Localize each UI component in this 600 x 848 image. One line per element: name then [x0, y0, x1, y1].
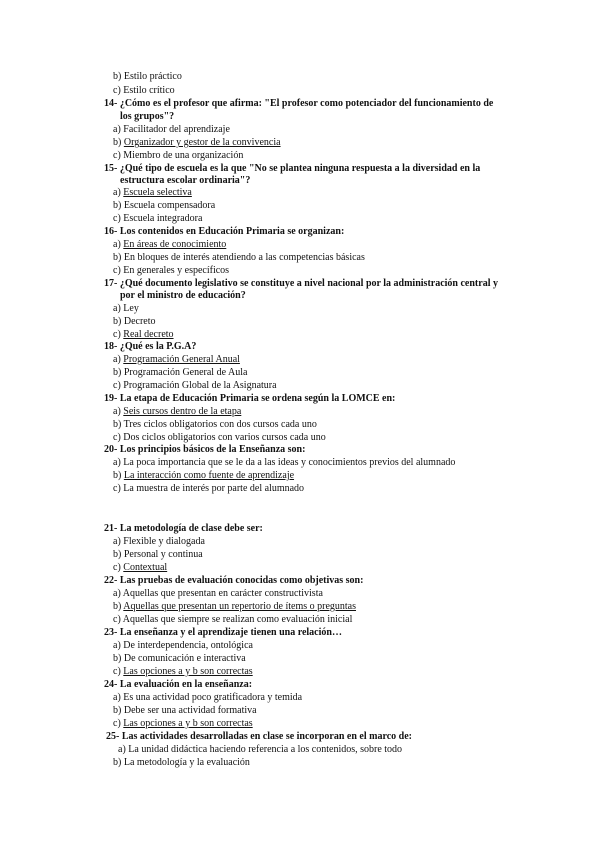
correct-answer: La interacción como fuente de aprendizaje: [123, 470, 295, 481]
question-23: 23- La enseñanza y el aprendizaje tienen una relación…: [104, 627, 342, 638]
question-20: 20- Los principios básicos de la Enseñanza son:: [104, 444, 306, 455]
q23-option-b: b) De comunicación e interactiva: [113, 653, 246, 664]
q15-option-b: b) Escuela compensadora: [113, 200, 216, 211]
correct-answer: Organizador y gestor de la convivencia: [123, 137, 281, 148]
question-17-cont: por el ministro de educación?: [120, 290, 246, 301]
question-24: 24- La evaluación en la enseñanza:: [104, 679, 253, 690]
question-19: 19- La etapa de Educación Primaria se ordena según la LOMCE en:: [104, 393, 396, 404]
q20-option-c: c) La muestra de interés por parte del alumnado: [113, 483, 305, 494]
q21-option-c: c) Contextual: [113, 562, 168, 573]
q24-option-c: c) Las opciones a y b son correctas: [113, 718, 253, 729]
q16-option-b: b) En bloques de interés atendiendo a las competencias básicas: [113, 252, 365, 263]
q23-option-c: c) Las opciones a y b son correctas: [113, 666, 253, 677]
correct-answer: Escuela selectiva: [123, 187, 192, 198]
q20-option-a: a) La poca importancia que se le da a las ideas y conocimientos previos del alumnado: [113, 457, 456, 468]
q15-option-a: a) Escuela selectiva: [113, 187, 192, 198]
q22-option-c: c) Aquellas que siempre se realizan como evaluación inicial: [113, 614, 353, 625]
q14-option-c: c) Miembro de una organización: [113, 150, 244, 161]
q18-option-c: c) Programación Global de la Asignatura: [113, 380, 277, 391]
q18-option-a: a) Programación General Anual: [113, 354, 240, 365]
q14-option-a: a) Facilitador del aprendizaje: [113, 124, 230, 135]
correct-answer: Programación General Anual: [123, 354, 240, 365]
q17-option-b: b) Decreto: [113, 316, 156, 327]
question-14-cont: los grupos"?: [120, 111, 175, 122]
q16-option-a: a) En áreas de conocimiento: [113, 239, 227, 250]
correct-answer: En áreas de conocimiento: [123, 239, 227, 250]
q22-option-a: a) Aquellas que presentan en carácter constructivista: [113, 588, 323, 599]
q14-option-b: b) Organizador y gestor de la convivencia: [113, 137, 281, 148]
q21-option-a: a) Flexible y dialogada: [113, 536, 205, 547]
q24-option-a: a) Es una actividad poco gratificadora y temida: [113, 692, 303, 703]
question-25: 25- Las actividades desarrolladas en clase se incorporan en el marco de:: [106, 731, 412, 742]
q17-option-c: c) Real decreto: [113, 329, 174, 340]
correct-answer: Contextual: [123, 562, 168, 573]
q18-option-b: b) Programación General de Aula: [113, 367, 248, 378]
correct-answer: Real decreto: [123, 329, 174, 340]
q20-option-b: b) La interacción como fuente de aprendizaje: [113, 470, 295, 481]
question-14: 14- ¿Cómo es el profesor que afirma: "El profesor como potenciador del funcionamiento de: [104, 98, 494, 109]
q19-option-c: c) Dos ciclos obligatorios con varios cursos cada uno: [113, 432, 326, 443]
question-15-cont: estructura escolar ordinaria"?: [120, 175, 251, 186]
correct-answer: Seis cursos dentro de la etapa: [123, 406, 242, 417]
q22-option-b: b) Aquellas que presentan un repertorio de ítems o preguntas: [113, 601, 356, 612]
q24-option-b: b) Debe ser una actividad formativa: [113, 705, 257, 716]
q25-option-a: a) La unidad didáctica haciendo referencia a los contenidos, sobre todo: [118, 744, 403, 755]
option-c-prev: c) Estilo crítico: [113, 85, 175, 96]
question-22: 22- Las pruebas de evaluación conocidas como objetivas son:: [104, 575, 364, 586]
correct-answer: Las opciones a y b son correctas: [123, 666, 253, 677]
q16-option-c: c) En generales y específicos: [113, 265, 230, 276]
q25-option-b: b) La metodología y la evaluación: [113, 757, 250, 768]
option-b-prev: b) Estilo práctico: [113, 71, 182, 82]
q19-option-a: a) Seis cursos dentro de la etapa: [113, 406, 242, 417]
q19-option-b: b) Tres ciclos obligatorios con dos cursos cada uno: [113, 419, 317, 430]
q21-option-b: b) Personal y continua: [113, 549, 203, 560]
question-17: 17- ¿Qué documento legislativo se constituye a nivel nacional por la administración central y: [104, 278, 498, 289]
question-16: 16- Los contenidos en Educación Primaria se organizan:: [104, 226, 345, 237]
q17-option-a: a) Ley: [113, 303, 139, 314]
q15-option-c: c) Escuela integradora: [113, 213, 203, 224]
question-18: 18- ¿Qué es la P.G.A?: [104, 341, 197, 352]
question-21: 21- La metodología de clase debe ser:: [104, 523, 263, 534]
question-15: 15- ¿Qué tipo de escuela es la que "No se plantea ninguna respuesta a la diversidad en la: [104, 163, 481, 174]
correct-answer: Aquellas que presentan un repertorio de ítems o preguntas: [123, 601, 356, 612]
q23-option-a: a) De interdependencia, ontológica: [113, 640, 253, 651]
correct-answer: Las opciones a y b son correctas: [123, 718, 253, 729]
